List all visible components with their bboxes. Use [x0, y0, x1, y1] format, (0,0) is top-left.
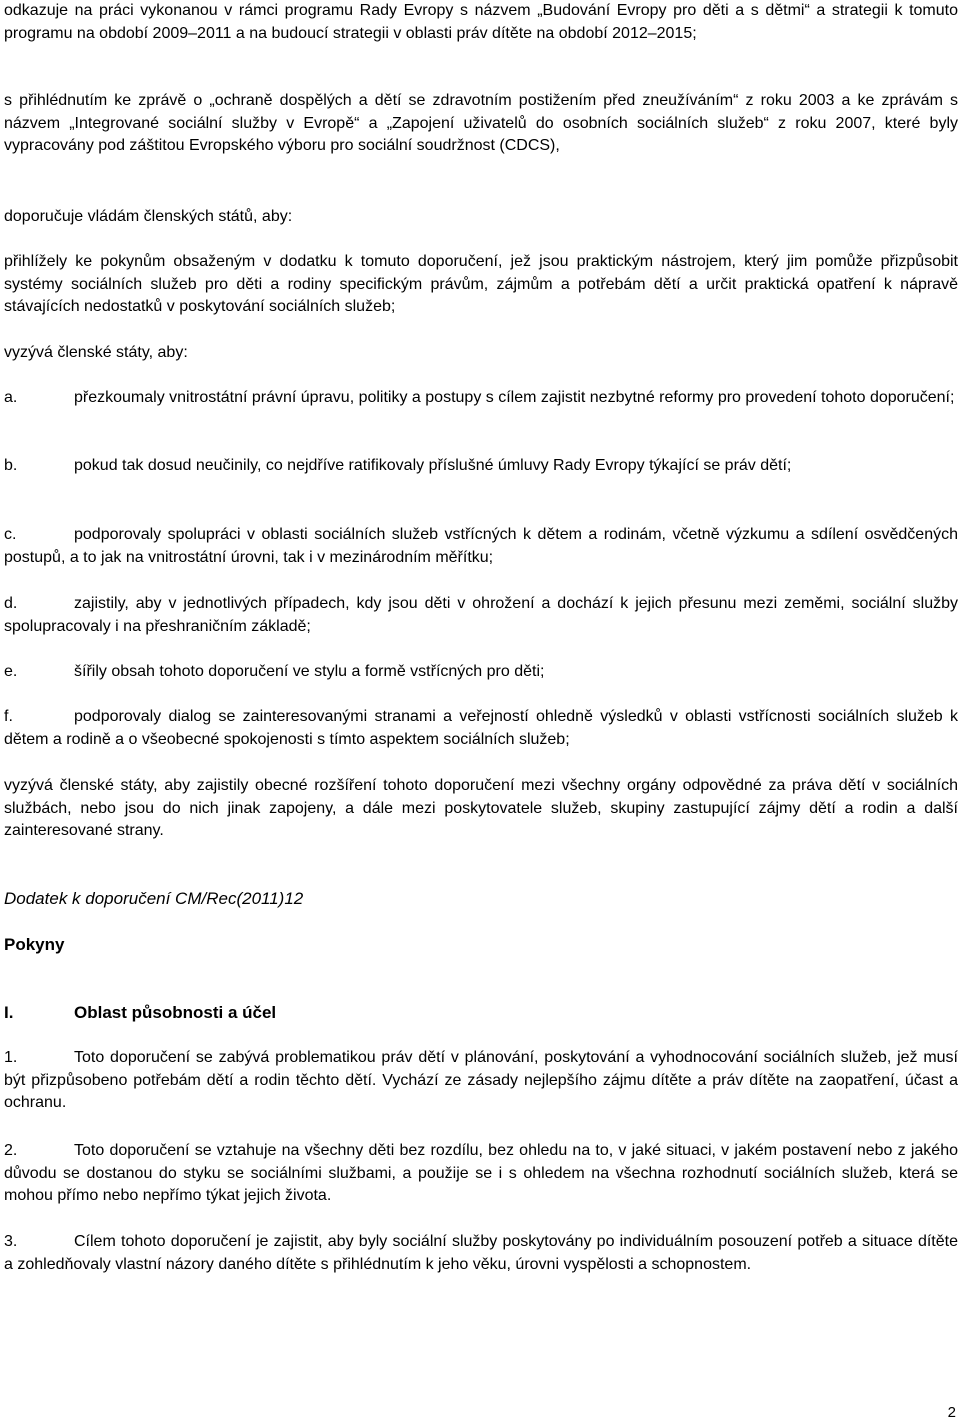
numbered-item-label: 2.	[4, 1142, 18, 1159]
list-item-label: c.	[4, 526, 17, 543]
section-number: I.	[4, 1003, 14, 1022]
numbered-item-text: Toto doporučení se vztahuje na všechny děti bez rozdílu, bez ohledu na to, v jaké situaci, v jakém postavení nebo z jakého důvodu se dostanou do styku se sociálními službami, a použije se i s ohledem na všechna rozhodnutí sociálních služeb, která se mohou přímo nebo nepřímo týkat jejich života.	[4, 1142, 958, 1204]
list-item-text: šířily obsah tohoto doporučení ve stylu a formě vstřícných pro děti;	[74, 663, 545, 680]
list-item-e	[4, 661, 544, 684]
paragraph-intro-2: s přihlédnutím ke zprávě o „ochraně dospělých a dětí se zdravotním postižením před zneužíváním“ z roku 2003 a ke zprávám s názvem „Integrované sociální služby v Evropě“ a „Zapojení uživatelů do osobních sociálních služeb“ z roku 2007, které byly vypracovány pod záštitou Evropského výboru pro sociální soudržnost (CDCS),	[4, 92, 958, 154]
list-item-text: pokud tak dosud neučinily, co nejdříve ratifikovaly příslušné úmluvy Rady Evropy týkající se práv dětí;	[74, 457, 792, 474]
paragraph-invites: vyzývá členské státy, aby:	[4, 344, 188, 361]
section-title: Oblast působnosti a účel	[74, 1003, 277, 1022]
numbered-item-label: 1.	[4, 1049, 18, 1066]
list-item-text: zajistily, aby v jednotlivých případech, kdy jsou děti v ohrožení a dochází k jejich přesunu mezi zeměmi, sociální služby spolupracovaly i na přeshraničním základě;	[4, 595, 958, 635]
list-item-text: podporovaly spolupráci v oblasti sociálních služeb vstřícných k dětem a rodinám, včetně výzkumu a sdílení osvědčených postupů, a to jak na vnitrostátní úrovni, tak i v mezinárodním měřítku;	[4, 526, 958, 566]
list-item-label: d.	[4, 595, 18, 612]
list-item-label: e.	[4, 663, 18, 680]
list-item-label: b.	[4, 457, 18, 474]
list-item-b	[4, 455, 791, 478]
list-item-f	[4, 706, 958, 751]
list-item-label: a.	[4, 389, 18, 406]
page-number: 2	[947, 1404, 956, 1421]
numbered-item-3	[4, 1231, 958, 1276]
paragraph-recommends: doporučuje vládám členských států, aby:	[4, 208, 293, 225]
paragraph-intro-1: odkazuje na práci vykonanou v rámci programu Rady Evropy s názvem „Budování Evropy pro děti a s dětmi“ a strategii k tomuto programu na období 2009–2011 a na budoucí strategii v oblasti práv dítěte na období 2012–2015;	[4, 2, 958, 42]
numbered-item-2	[4, 1140, 958, 1208]
appendix-title: Dodatek k doporučení CM/Rec(2011)12	[4, 889, 304, 908]
numbered-item-1	[4, 1047, 958, 1115]
paragraph-guidelines-reference: přihlížely ke pokynům obsaženým v dodatku k tomuto doporučení, jež jsou praktickým nástrojem, který jim pomůže přizpůsobit systémy sociálních služeb pro děti a rodiny specifickým právům, zájmům a potřebám dětí a určit praktická opatření k nápravě stávajících nedostatků v poskytování sociálních služeb;	[4, 253, 958, 315]
list-item-c	[4, 524, 958, 569]
section-heading	[4, 1002, 276, 1025]
list-item-text: přezkoumaly vnitrostátní právní úpravu, politiky a postupy s cílem zajistit nezbytné reformy pro provedení tohoto doporučení;	[74, 389, 955, 406]
list-item-text: podporovaly dialog se zainteresovanými stranami a veřejností ohledně výsledků v oblasti vstřícnosti sociálních služeb k dětem a rodině a o všeobecné spokojenosti s tímto aspektem sociálních služeb;	[4, 708, 958, 748]
numbered-item-label: 3.	[4, 1233, 18, 1250]
list-item-d	[4, 593, 958, 638]
guidelines-heading: Pokyny	[4, 935, 65, 954]
numbered-item-text: Toto doporučení se zabývá problematikou práv dětí v plánování, poskytování a vyhodnocování sociálních služeb, jež musí být přizpůsobeno potřebám dětí a rodin těchto dětí. Vychází ze zásady nejlepšího zájmu dítěte a práv dítěte na zaopatření, účast a ochranu.	[4, 1049, 958, 1111]
paragraph-dissemination: vyzývá členské státy, aby zajistily obecné rozšíření tohoto doporučení mezi všechny orgány odpovědné za práva dětí v sociálních službách, nebo jsou do nich jinak zapojeny, a dále mezi poskytovatele služeb, skupiny zastupující zájmy dětí a rodin a další zainteresované strany.	[4, 777, 958, 839]
numbered-item-text: Cílem tohoto doporučení je zajistit, aby byly sociální služby poskytovány po individuálním posouzení potřeb a situace dítěte a zohledňovaly vlastní názory daného dítěte s přihlédnutím k jeho věku, úrovni vyspělosti a schopnostem.	[4, 1233, 958, 1273]
list-item-a	[4, 387, 954, 410]
list-item-label: f.	[4, 708, 13, 725]
